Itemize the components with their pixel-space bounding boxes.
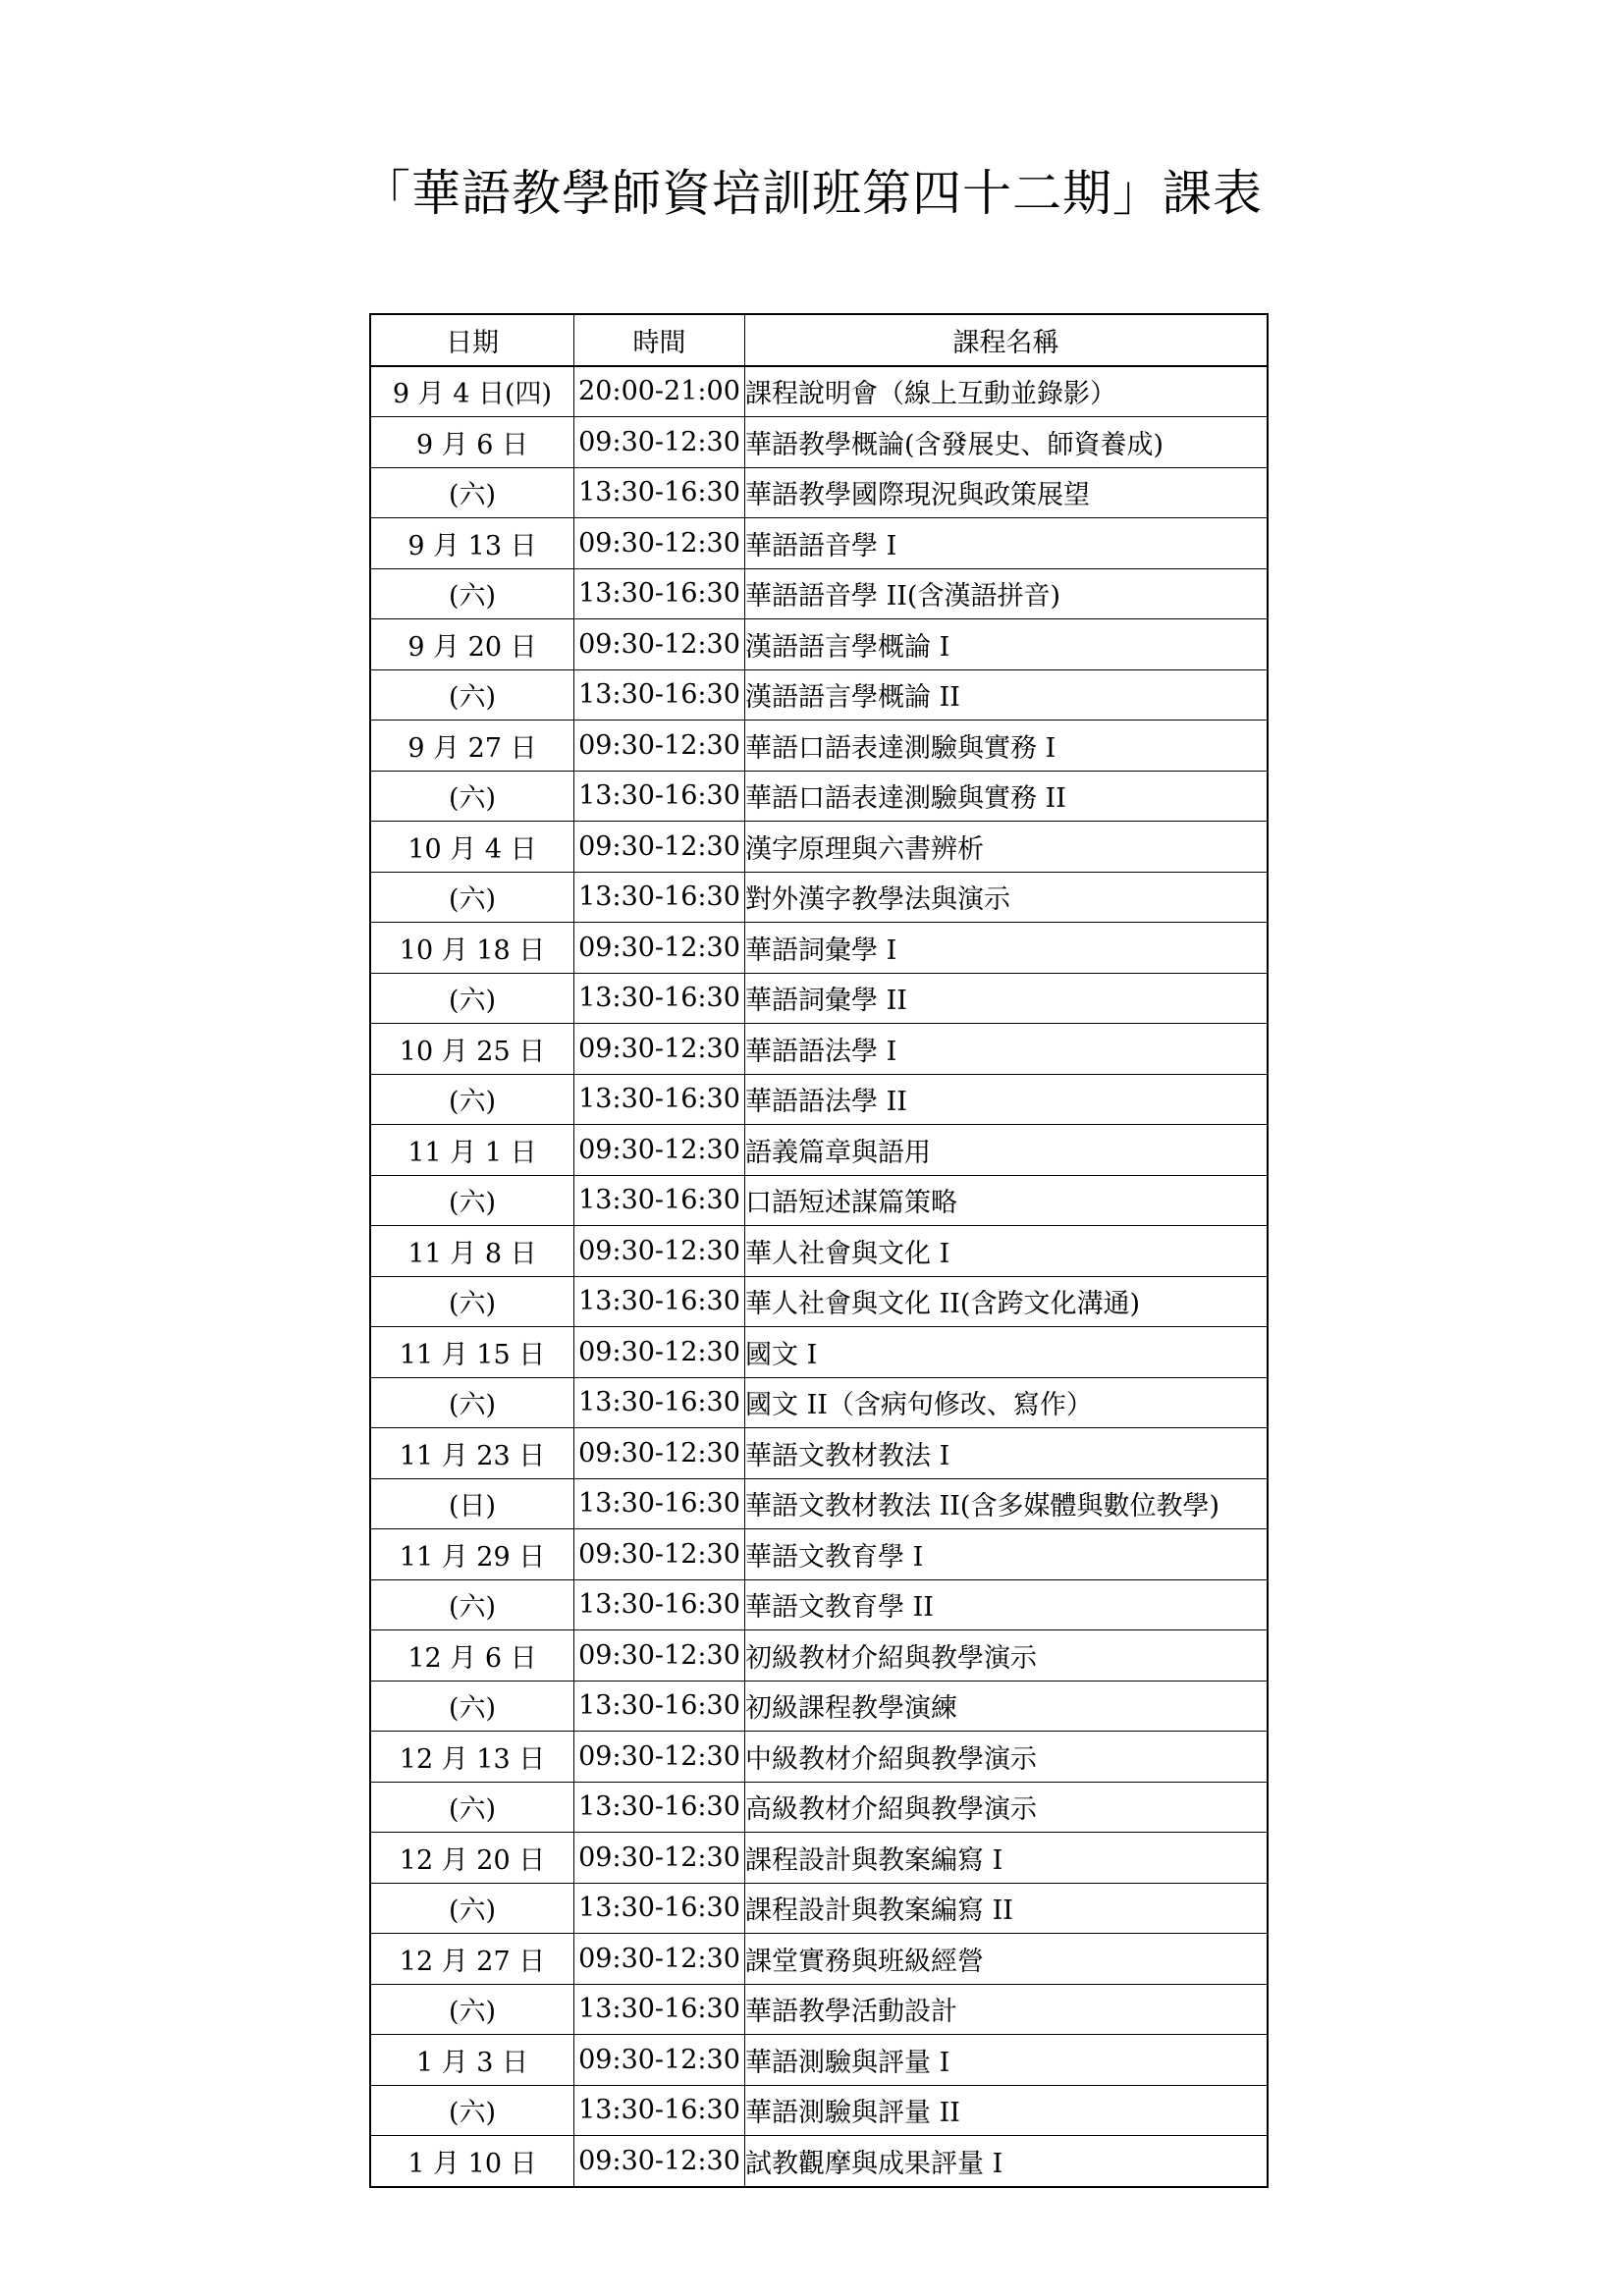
cell-date: (六) bbox=[370, 568, 574, 619]
cell-date: 11 月 15 日 bbox=[370, 1327, 574, 1378]
cell-course: 華人社會與文化 I bbox=[745, 1226, 1269, 1277]
table-row bbox=[370, 669, 1268, 721]
cell-date: 9 月 20 日 bbox=[370, 619, 574, 670]
cell-course: 語義篇章與語用 bbox=[745, 1125, 1269, 1176]
cell-time: 09:30-12:30 bbox=[574, 1934, 745, 1985]
cell-time: 13:30-16:30 bbox=[574, 1883, 745, 1934]
cell-date: (六) bbox=[370, 1984, 574, 2035]
page-title: 「華語教學師資培訓班第四十二期」課表 bbox=[361, 165, 1263, 222]
cell-time: 13:30-16:30 bbox=[574, 771, 745, 822]
cell-time: 09:30-12:30 bbox=[574, 721, 745, 772]
cell-course: 華語教學國際現況與政策展望 bbox=[745, 467, 1269, 518]
cell-time: 09:30-12:30 bbox=[574, 1833, 745, 1884]
table-row bbox=[370, 568, 1268, 619]
table-row bbox=[370, 1428, 1268, 1479]
cell-date: 12 月 6 日 bbox=[370, 1630, 574, 1682]
table-row bbox=[370, 1984, 1268, 2035]
cell-course: 華語文教育學 II bbox=[745, 1579, 1269, 1630]
cell-date: (六) bbox=[370, 1681, 574, 1732]
cell-date: 1 月 3 日 bbox=[370, 2035, 574, 2086]
cell-course: 華語教學活動設計 bbox=[745, 1984, 1269, 2035]
table-row bbox=[370, 2085, 1268, 2136]
cell-course: 華語教學概論(含發展史、師資養成) bbox=[745, 417, 1269, 468]
cell-date: 11 月 29 日 bbox=[370, 1529, 574, 1580]
cell-course: 華語詞彙學 II bbox=[745, 973, 1269, 1024]
cell-time: 13:30-16:30 bbox=[574, 1478, 745, 1529]
table-row bbox=[370, 2136, 1268, 2187]
cell-time: 09:30-12:30 bbox=[574, 1125, 745, 1176]
table-row bbox=[370, 417, 1268, 468]
header-course: 課程名稱 bbox=[745, 314, 1269, 366]
cell-time: 09:30-12:30 bbox=[574, 518, 745, 569]
table-row bbox=[370, 1630, 1268, 1682]
cell-date: 9 月 4 日(四) bbox=[370, 366, 574, 417]
cell-time: 09:30-12:30 bbox=[574, 1428, 745, 1479]
cell-date: 11 月 8 日 bbox=[370, 1226, 574, 1277]
cell-date: (六) bbox=[370, 1276, 574, 1327]
cell-time: 13:30-16:30 bbox=[574, 973, 745, 1024]
cell-course: 課程說明會（線上互動並錄影） bbox=[745, 366, 1269, 417]
schedule-body bbox=[370, 366, 1268, 2187]
table-row bbox=[370, 1833, 1268, 1884]
table-row bbox=[370, 1529, 1268, 1580]
cell-date: 12 月 13 日 bbox=[370, 1732, 574, 1783]
cell-time: 09:30-12:30 bbox=[574, 2136, 745, 2187]
cell-date: 10 月 25 日 bbox=[370, 1024, 574, 1075]
cell-date: (六) bbox=[370, 1579, 574, 1630]
table-row bbox=[370, 366, 1268, 417]
cell-time: 13:30-16:30 bbox=[574, 467, 745, 518]
table-row bbox=[370, 923, 1268, 974]
cell-course: 華語文教材教法 II(含多媒體與數位教學) bbox=[745, 1478, 1269, 1529]
cell-date: (六) bbox=[370, 872, 574, 923]
table-row bbox=[370, 1681, 1268, 1732]
cell-time: 09:30-12:30 bbox=[574, 1529, 745, 1580]
table-row bbox=[370, 1782, 1268, 1833]
table-row bbox=[370, 2035, 1268, 2086]
cell-time: 13:30-16:30 bbox=[574, 1579, 745, 1630]
cell-time: 09:30-12:30 bbox=[574, 1327, 745, 1378]
cell-course: 華語文教材教法 I bbox=[745, 1428, 1269, 1479]
table-row bbox=[370, 872, 1268, 923]
cell-course: 初級課程教學演練 bbox=[745, 1681, 1269, 1732]
cell-date: (六) bbox=[370, 2085, 574, 2136]
cell-time: 13:30-16:30 bbox=[574, 1782, 745, 1833]
cell-time: 13:30-16:30 bbox=[574, 1074, 745, 1125]
cell-course: 中級教材介紹與教學演示 bbox=[745, 1732, 1269, 1783]
table-row bbox=[370, 771, 1268, 822]
cell-date: 9 月 27 日 bbox=[370, 721, 574, 772]
cell-date: 11 月 1 日 bbox=[370, 1125, 574, 1176]
cell-course: 初級教材介紹與教學演示 bbox=[745, 1630, 1269, 1682]
cell-time: 09:30-12:30 bbox=[574, 1732, 745, 1783]
cell-course: 漢字原理與六書辨析 bbox=[745, 822, 1269, 873]
cell-course: 華語語音學 II(含漢語拼音) bbox=[745, 568, 1269, 619]
table-row bbox=[370, 721, 1268, 772]
cell-time: 09:30-12:30 bbox=[574, 1024, 745, 1075]
cell-time: 13:30-16:30 bbox=[574, 872, 745, 923]
cell-time: 13:30-16:30 bbox=[574, 1681, 745, 1732]
cell-date: (六) bbox=[370, 1782, 574, 1833]
table-row bbox=[370, 619, 1268, 670]
cell-time: 13:30-16:30 bbox=[574, 1175, 745, 1226]
cell-date: 12 月 20 日 bbox=[370, 1833, 574, 1884]
cell-course: 華語語音學 I bbox=[745, 518, 1269, 569]
cell-course: 華語文教育學 I bbox=[745, 1529, 1269, 1580]
cell-time: 20:00-21:00 bbox=[574, 366, 745, 417]
cell-date: 10 月 4 日 bbox=[370, 822, 574, 873]
cell-date: (六) bbox=[370, 1883, 574, 1934]
cell-course: 課程設計與教案編寫 I bbox=[745, 1833, 1269, 1884]
cell-time: 13:30-16:30 bbox=[574, 2085, 745, 2136]
cell-time: 13:30-16:30 bbox=[574, 568, 745, 619]
cell-course: 漢語語言學概論 I bbox=[745, 619, 1269, 670]
cell-course: 國文 I bbox=[745, 1327, 1269, 1378]
table-row bbox=[370, 1175, 1268, 1226]
table-row bbox=[370, 822, 1268, 873]
schedule-table bbox=[369, 313, 1269, 2188]
cell-course: 華語語法學 I bbox=[745, 1024, 1269, 1075]
cell-course: 課程設計與教案編寫 II bbox=[745, 1883, 1269, 1934]
cell-course: 國文 II（含病句修改、寫作） bbox=[745, 1377, 1269, 1428]
cell-date: (六) bbox=[370, 467, 574, 518]
table-row bbox=[370, 1074, 1268, 1125]
cell-time: 13:30-16:30 bbox=[574, 1276, 745, 1327]
table-row bbox=[370, 1226, 1268, 1277]
table-row bbox=[370, 1024, 1268, 1075]
cell-course: 華語詞彙學 I bbox=[745, 923, 1269, 974]
cell-course: 華語測驗與評量 II bbox=[745, 2085, 1269, 2136]
cell-date: 9 月 13 日 bbox=[370, 518, 574, 569]
table-row bbox=[370, 1732, 1268, 1783]
table-row bbox=[370, 1327, 1268, 1378]
table-row bbox=[370, 1276, 1268, 1327]
table-row bbox=[370, 1478, 1268, 1529]
cell-course: 口語短述謀篇策略 bbox=[745, 1175, 1269, 1226]
cell-course: 漢語語言學概論 II bbox=[745, 669, 1269, 721]
cell-date: 10 月 18 日 bbox=[370, 923, 574, 974]
cell-course: 試教觀摩與成果評量 I bbox=[745, 2136, 1269, 2187]
cell-time: 09:30-12:30 bbox=[574, 417, 745, 468]
table-row bbox=[370, 467, 1268, 518]
cell-date: (六) bbox=[370, 1377, 574, 1428]
cell-time: 09:30-12:30 bbox=[574, 619, 745, 670]
cell-time: 13:30-16:30 bbox=[574, 1377, 745, 1428]
cell-time: 09:30-12:30 bbox=[574, 923, 745, 974]
cell-date: 1 月 10 日 bbox=[370, 2136, 574, 2187]
cell-date: (六) bbox=[370, 973, 574, 1024]
cell-date: (六) bbox=[370, 669, 574, 721]
table-row bbox=[370, 518, 1268, 569]
cell-date: (六) bbox=[370, 771, 574, 822]
table-row bbox=[370, 1125, 1268, 1176]
table-row bbox=[370, 1934, 1268, 1985]
cell-date: 12 月 27 日 bbox=[370, 1934, 574, 1985]
cell-date: (六) bbox=[370, 1175, 574, 1226]
cell-time: 09:30-12:30 bbox=[574, 1630, 745, 1682]
table-header-row bbox=[370, 314, 1268, 366]
cell-date: (日) bbox=[370, 1478, 574, 1529]
cell-course: 華語口語表達測驗與實務 II bbox=[745, 771, 1269, 822]
cell-course: 華人社會與文化 II(含跨文化溝通) bbox=[745, 1276, 1269, 1327]
cell-course: 華語語法學 II bbox=[745, 1074, 1269, 1125]
cell-time: 09:30-12:30 bbox=[574, 2035, 745, 2086]
cell-date: 9 月 6 日 bbox=[370, 417, 574, 468]
cell-course: 華語測驗與評量 I bbox=[745, 2035, 1269, 2086]
cell-time: 09:30-12:30 bbox=[574, 1226, 745, 1277]
table-row bbox=[370, 1579, 1268, 1630]
cell-course: 華語口語表達測驗與實務 I bbox=[745, 721, 1269, 772]
header-time: 時間 bbox=[574, 314, 745, 366]
cell-course: 課堂實務與班級經營 bbox=[745, 1934, 1269, 1985]
table-row bbox=[370, 1883, 1268, 1934]
cell-time: 09:30-12:30 bbox=[574, 822, 745, 873]
cell-time: 13:30-16:30 bbox=[574, 669, 745, 721]
table-row bbox=[370, 1377, 1268, 1428]
header-date: 日期 bbox=[370, 314, 574, 366]
cell-course: 對外漢字教學法與演示 bbox=[745, 872, 1269, 923]
cell-date: (六) bbox=[370, 1074, 574, 1125]
cell-time: 13:30-16:30 bbox=[574, 1984, 745, 2035]
cell-date: 11 月 23 日 bbox=[370, 1428, 574, 1479]
cell-course: 高級教材介紹與教學演示 bbox=[745, 1782, 1269, 1833]
table-row bbox=[370, 973, 1268, 1024]
